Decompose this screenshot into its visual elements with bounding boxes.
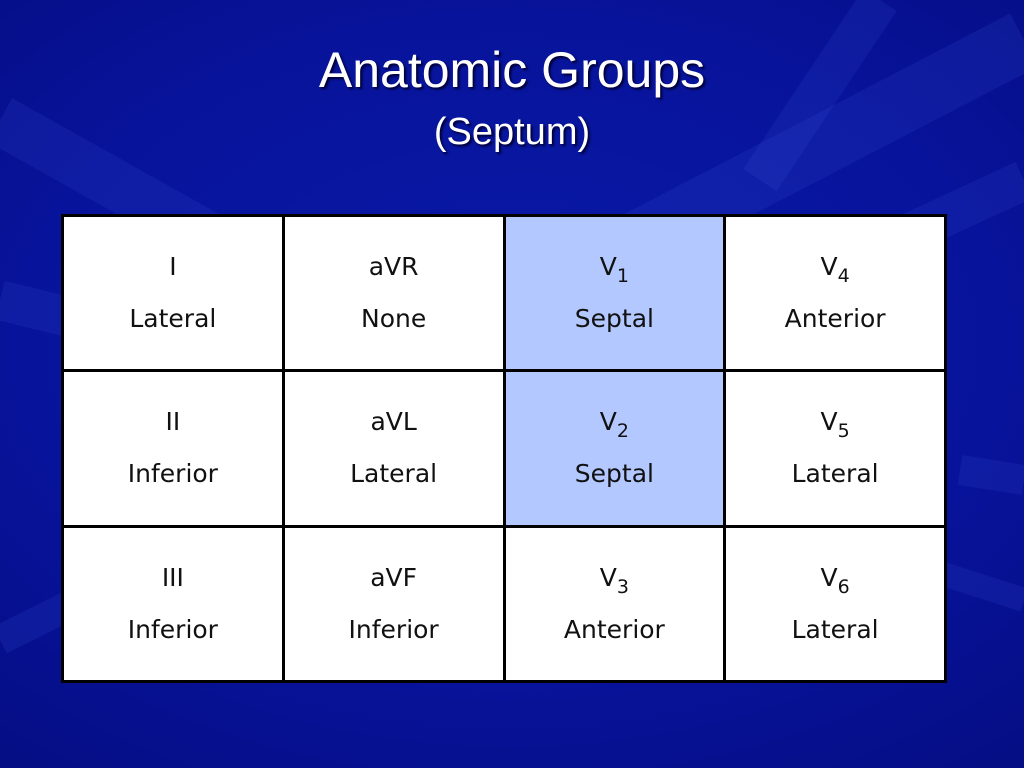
- lead-letter: aVL: [370, 407, 417, 437]
- lead-cell: [63, 216, 284, 371]
- lead-name: [726, 562, 944, 598]
- lead-region: Lateral: [791, 614, 879, 644]
- table-row: [63, 216, 946, 371]
- lead-letter: V: [820, 562, 838, 592]
- lead-cell: [504, 216, 725, 371]
- lead-cell: [63, 371, 284, 526]
- lead-cell: [63, 526, 284, 681]
- lead-letter: I: [169, 252, 177, 282]
- lead-region: Anterior: [563, 614, 665, 644]
- lead-name: [64, 251, 282, 283]
- lead-region: Inferior: [348, 614, 439, 644]
- lead-region: Septal: [574, 459, 654, 489]
- lead-letter: V: [599, 252, 617, 282]
- table-row: [63, 526, 946, 681]
- slide-title: Anatomic Groups: [318, 42, 706, 98]
- lead-letter: aVR: [368, 252, 419, 282]
- lead-region: Lateral: [129, 304, 217, 334]
- lead-letter: V: [599, 407, 617, 437]
- lead-region: Lateral: [791, 459, 879, 489]
- lead-cell: [283, 526, 504, 681]
- lead-name: [506, 406, 724, 443]
- slide-subtitle: (Septum): [433, 111, 591, 153]
- lead-cell: [725, 371, 946, 526]
- lead-subscript: 3: [616, 575, 629, 598]
- lead-cell: [283, 371, 504, 526]
- lead-cell: [725, 216, 946, 371]
- lead-subscript: 1: [616, 265, 629, 288]
- lead-letter: V: [820, 407, 838, 437]
- lead-groups-table: [61, 214, 947, 683]
- lead-region: None: [361, 304, 427, 334]
- lead-subscript: 6: [837, 575, 850, 598]
- lead-name: [506, 251, 724, 288]
- lead-subscript: 5: [837, 420, 850, 443]
- lead-name: [506, 562, 724, 598]
- lead-region: Septal: [574, 304, 654, 334]
- lead-name: [64, 562, 282, 594]
- lead-cell: [504, 371, 725, 526]
- lead-letter: aVF: [370, 562, 418, 592]
- lead-cell: [725, 526, 946, 681]
- lead-cell: [283, 216, 504, 371]
- lead-name: [726, 406, 944, 443]
- lead-letter: V: [599, 562, 617, 592]
- lead-name: [64, 406, 282, 438]
- table-row: [63, 371, 946, 526]
- lead-name: [285, 251, 503, 283]
- lead-region: Inferior: [127, 614, 218, 644]
- lead-name: [726, 251, 944, 288]
- lead-letter: II: [165, 407, 181, 437]
- lead-letter: III: [161, 562, 184, 592]
- lead-region: Inferior: [127, 459, 218, 489]
- lead-subscript: 2: [616, 420, 629, 443]
- lead-name: [285, 562, 503, 594]
- lead-region: Anterior: [784, 304, 886, 334]
- lead-letter: V: [820, 252, 838, 282]
- lead-subscript: 4: [837, 265, 850, 288]
- lead-region: Lateral: [350, 459, 438, 489]
- lead-cell: [504, 526, 725, 681]
- lead-name: [285, 406, 503, 438]
